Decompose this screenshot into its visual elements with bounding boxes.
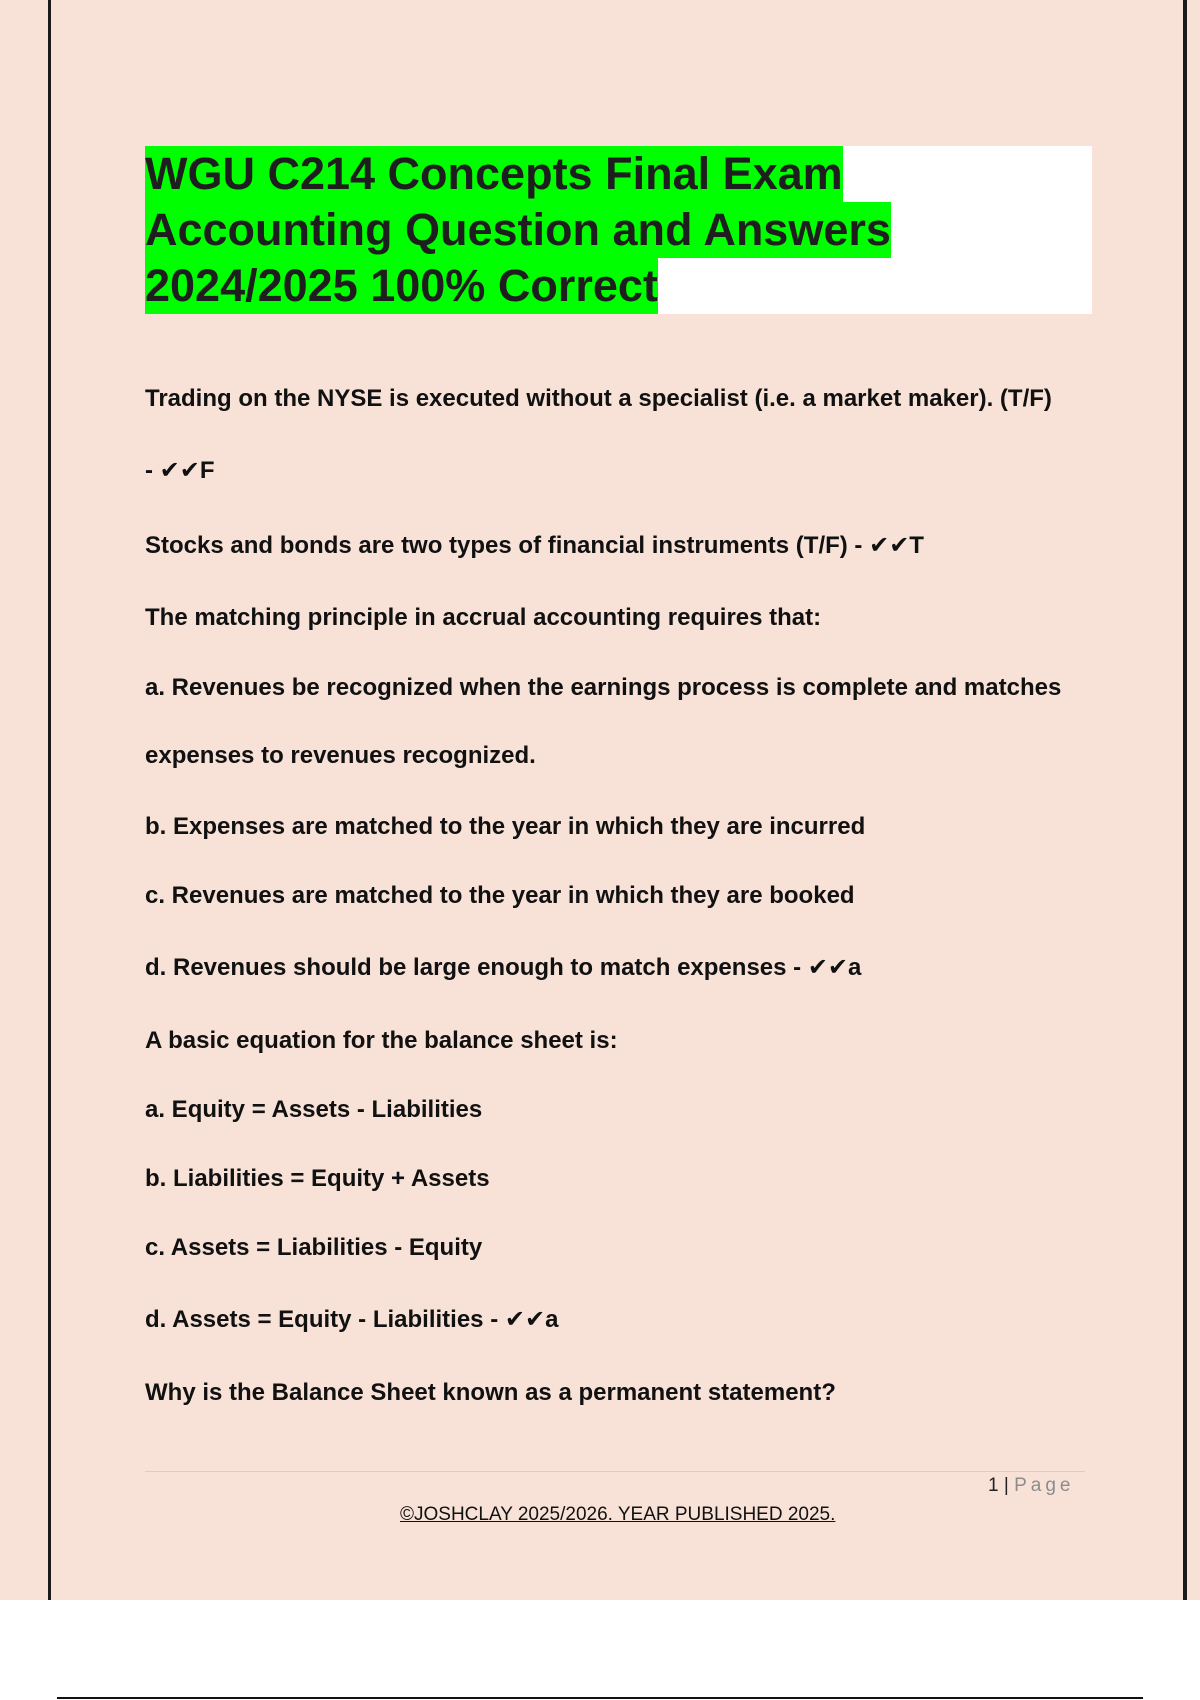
question-line: Why is the Balance Sheet known as a permanent statement? <box>145 1379 836 1406</box>
option-line: c. Revenues are matched to the year in which they are booked <box>145 882 855 909</box>
option-line: a. Revenues be recognized when the earnings process is complete and matches <box>145 674 1062 701</box>
page-number-separator: | <box>1003 1475 1009 1496</box>
option-line: b. Liabilities = Equity + Assets <box>145 1165 490 1192</box>
option-line: expenses to revenues recognized. <box>145 742 536 769</box>
option-line: c. Assets = Liabilities - Equity <box>145 1234 483 1261</box>
page-number <box>988 1472 1074 1500</box>
question-line: A basic equation for the balance sheet is: <box>145 1027 618 1054</box>
answer-line: - ✔✔F <box>145 457 215 484</box>
bottom-rule <box>57 1697 1143 1699</box>
option-line: a. Equity = Assets - Liabilities <box>145 1096 483 1123</box>
option-line: d. Assets = Equity - Liabilities - ✔✔a <box>145 1306 559 1333</box>
option-line: b. Expenses are matched to the year in which they are incurred <box>145 813 866 840</box>
title-line-2: Accounting Question and Answers <box>145 202 891 258</box>
page-number-value: 1 <box>988 1475 999 1496</box>
title-line-3: 2024/2025 100% Correct <box>145 258 658 314</box>
footer-rule <box>145 1471 1085 1472</box>
question-line: Stocks and bonds are two types of financial instruments (T/F) - ✔✔T <box>145 532 924 559</box>
page-border-right <box>1183 0 1187 1600</box>
question-line: The matching principle in accrual accounting requires that: <box>145 604 822 631</box>
page-label: Page <box>1014 1475 1075 1496</box>
question-line: Trading on the NYSE is executed without a specialist (i.e. a market maker). (T/F) <box>145 385 1052 412</box>
page-border-left <box>48 0 51 1600</box>
copyright-notice: ©JOSHCLAY 2025/2026. YEAR PUBLISHED 2025. <box>400 1504 836 1525</box>
option-line: d. Revenues should be large enough to match expenses - ✔✔a <box>145 954 862 981</box>
title-line-1: WGU C214 Concepts Final Exam <box>145 146 843 202</box>
